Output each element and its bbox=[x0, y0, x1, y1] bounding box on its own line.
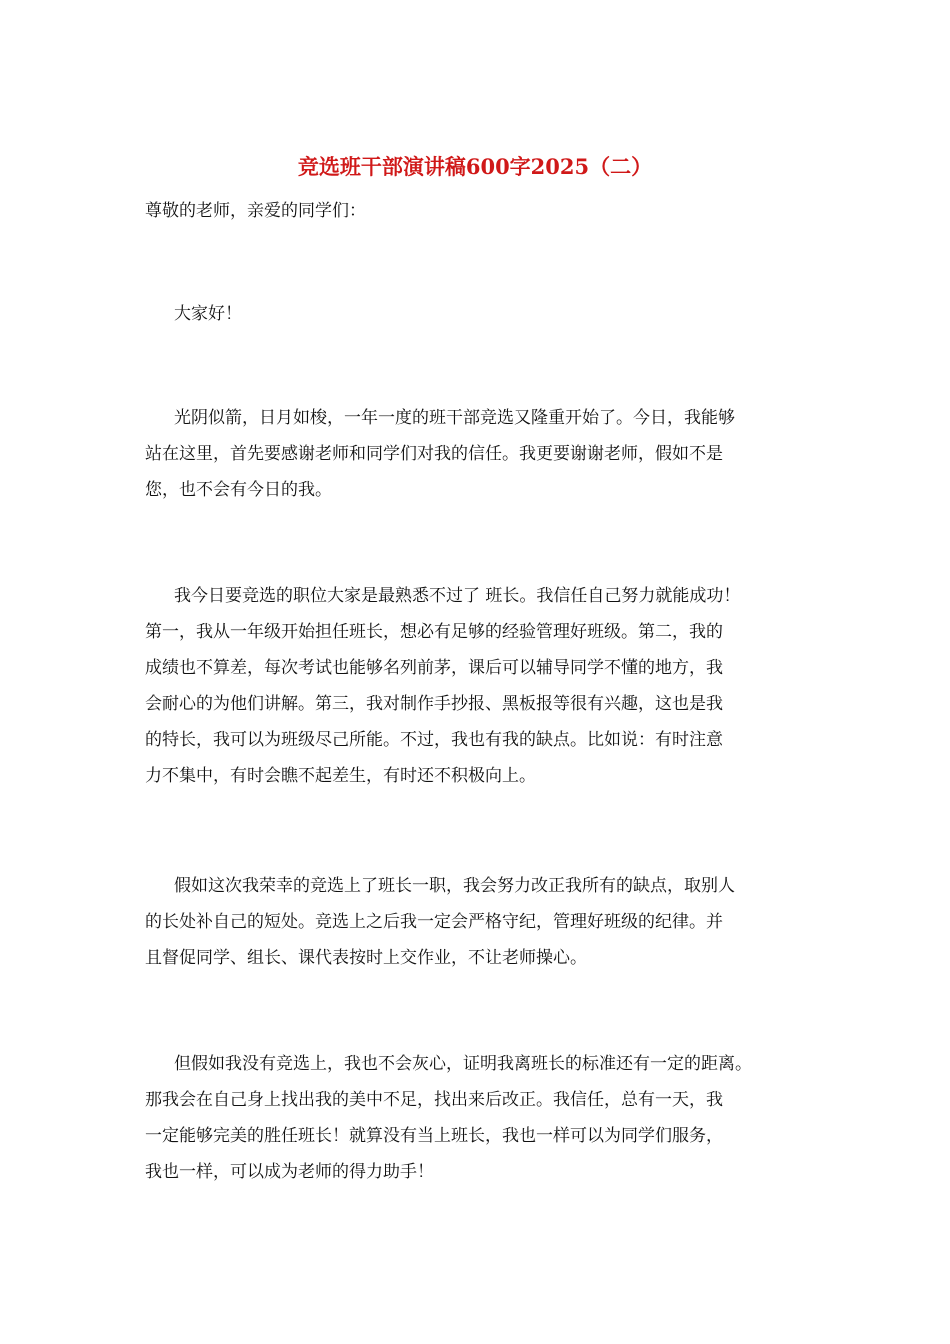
greeting: 尊敬的老师，亲爱的同学们： bbox=[145, 201, 366, 221]
paragraph-line: 的特长，我可以为班级尽己所能。不过，我也有我的缺点。比如说：有时注意 bbox=[145, 730, 723, 750]
paragraph-line: 会耐心的为他们讲解。第三，我对制作手抄报、黑板报等很有兴趣，这也是我 bbox=[145, 694, 723, 714]
paragraph-line: 我也一样，可以成为老师的得力助手！ bbox=[145, 1162, 434, 1182]
document-title: 竞选班干部演讲稿600字2025（二） bbox=[297, 154, 653, 179]
paragraph-1 bbox=[145, 296, 242, 332]
paragraph-line: 光阴似箭，日月如梭，一年一度的班干部竞选又隆重开始了。今日，我能够 bbox=[174, 408, 735, 428]
paragraph-4 bbox=[145, 868, 735, 976]
paragraph-line: 那我会在自己身上找出我的美中不足，找出来后改正。我信任，总有一天，我 bbox=[145, 1090, 723, 1110]
paragraph-line: 第一，我从一年级开始担任班长，想必有足够的经验管理好班级。第二，我的 bbox=[145, 622, 723, 642]
paragraph-5 bbox=[145, 1046, 752, 1190]
paragraph-line: 假如这次我荣幸的竞选上了班长一职，我会努力改正我所有的缺点，取别人 bbox=[174, 876, 735, 896]
paragraph-line: 您，也不会有今日的我。 bbox=[145, 480, 332, 500]
paragraph-line: 但假如我没有竞选上，我也不会灰心，证明我离班长的标准还有一定的距离。 bbox=[174, 1054, 752, 1074]
paragraph-line: 大家好！ bbox=[174, 304, 242, 324]
paragraph-3 bbox=[145, 578, 740, 794]
paragraph-line: 站在这里，首先要感谢老师和同学们对我的信任。我更要谢谢老师，假如不是 bbox=[145, 444, 723, 464]
paragraph-line: 我今日要竞选的职位大家是最熟悉不过了 班长。我信任自己努力就能成功！ bbox=[174, 586, 741, 606]
paragraph-2 bbox=[145, 400, 735, 508]
paragraph-line: 一定能够完美的胜任班长！就算没有当上班长，我也一样可以为同学们服务， bbox=[145, 1126, 723, 1146]
paragraph-line: 力不集中，有时会瞧不起差生，有时还不积极向上。 bbox=[145, 766, 536, 786]
paragraph-line: 的长处补自己的短处。竞选上之后我一定会严格守纪，管理好班级的纪律。并 bbox=[145, 912, 723, 932]
paragraph-line: 成绩也不算差，每次考试也能够名列前茅，课后可以辅导同学不懂的地方，我 bbox=[145, 658, 723, 678]
paragraph-line: 且督促同学、组长、课代表按时上交作业，不让老师操心。 bbox=[145, 948, 587, 968]
